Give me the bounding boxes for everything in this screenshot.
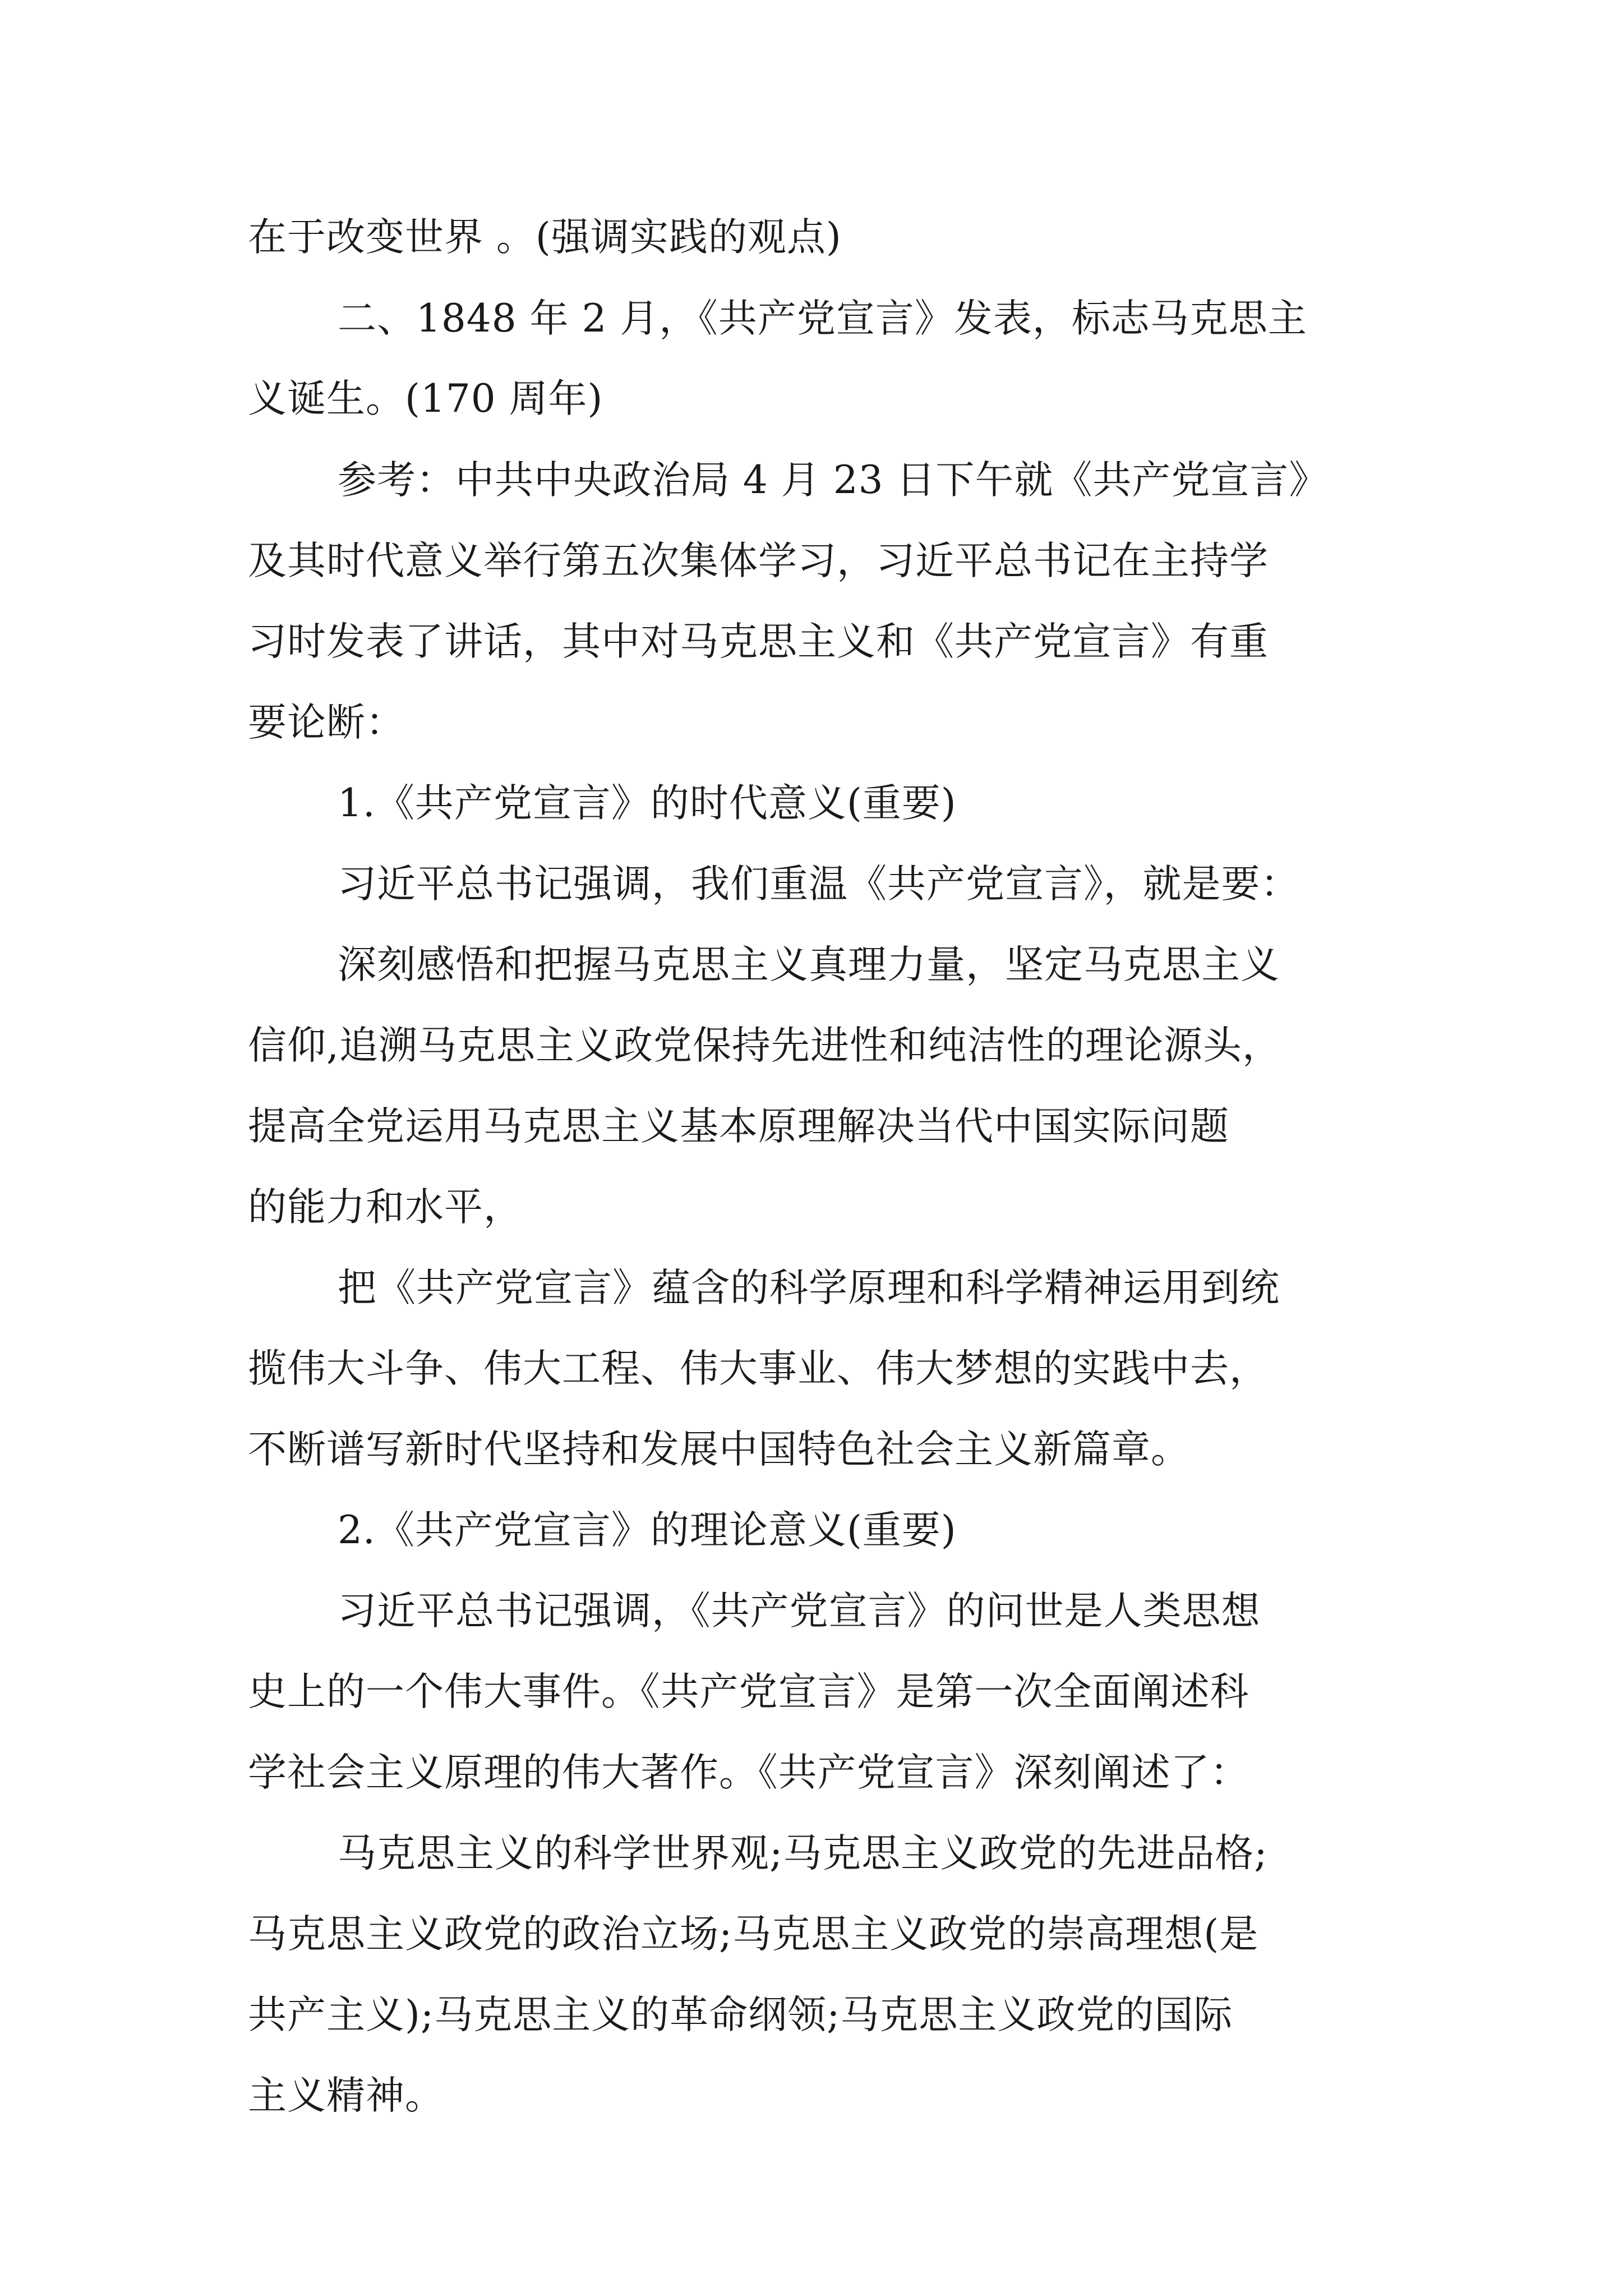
text-line: 马克思主义政党的政治立场;马克思主义政党的崇高理想(是 bbox=[248, 1912, 1259, 1957]
text-line: 要论断： bbox=[248, 700, 405, 745]
text-line: 二、1848 年 2 月，《共产党宣言》发表，标志马克思主 bbox=[338, 296, 1307, 341]
text-line: 习近平总书记强调，我们重温《共产党宣言》，就是要： bbox=[338, 862, 1300, 907]
text-line: 1.《共产党宣言》的时代意义(重要) bbox=[338, 781, 957, 826]
text-line: 深刻感悟和把握马克思主义真理力量，坚定马克思主义 bbox=[338, 942, 1280, 987]
text-line: 习近平总书记强调，《共产党宣言》的问世是人类思想 bbox=[338, 1589, 1261, 1634]
text-line: 马克思主义的科学世界观;马克思主义政党的先进品格; bbox=[338, 1831, 1268, 1876]
text-line: 学社会主义原理的伟大著作。《共产党宣言》深刻阐述了： bbox=[248, 1750, 1249, 1795]
text-line: 把《共产党宣言》蕴含的科学原理和科学精神运用到统 bbox=[338, 1266, 1280, 1310]
text-line: 共产主义);马克思主义的革命纲领;马克思主义政党的国际 bbox=[248, 1993, 1233, 2037]
text-line: 史上的一个伟大事件。《共产党宣言》是第一次全面阐述科 bbox=[248, 1669, 1249, 1714]
text-line: 不断谱写新时代坚持和发展中国特色社会主义新篇章。 bbox=[248, 1427, 1190, 1472]
text-line: 习时发表了讲话，其中对马克思主义和《共产党宣言》有重 bbox=[248, 619, 1269, 664]
text-line: 2.《共产党宣言》的理论意义(重要) bbox=[338, 1508, 957, 1553]
text-line: 义诞生。(170 周年) bbox=[248, 376, 603, 421]
text-line: 信仰,追溯马克思主义政党保持先进性和纯洁性的理论源头， bbox=[248, 1023, 1281, 1068]
text-line: 及其时代意义举行第五次集体学习，习近平总书记在主持学 bbox=[248, 539, 1269, 583]
text-line: 揽伟大斗争、伟大工程、伟大事业、伟大梦想的实践中去， bbox=[248, 1346, 1269, 1391]
text-line: 提高全党运用马克思主义基本原理解决当代中国实际问题 bbox=[248, 1104, 1229, 1149]
text-line: 的能力和水平， bbox=[248, 1185, 523, 1230]
text-line: 在于改变世界 。(强调实践的观点) bbox=[248, 215, 842, 260]
text-line: 参考：中共中央政治局 4 月 23 日下午就《共产党宣言》 bbox=[338, 458, 1329, 503]
text-line: 主义精神。 bbox=[248, 2073, 444, 2118]
